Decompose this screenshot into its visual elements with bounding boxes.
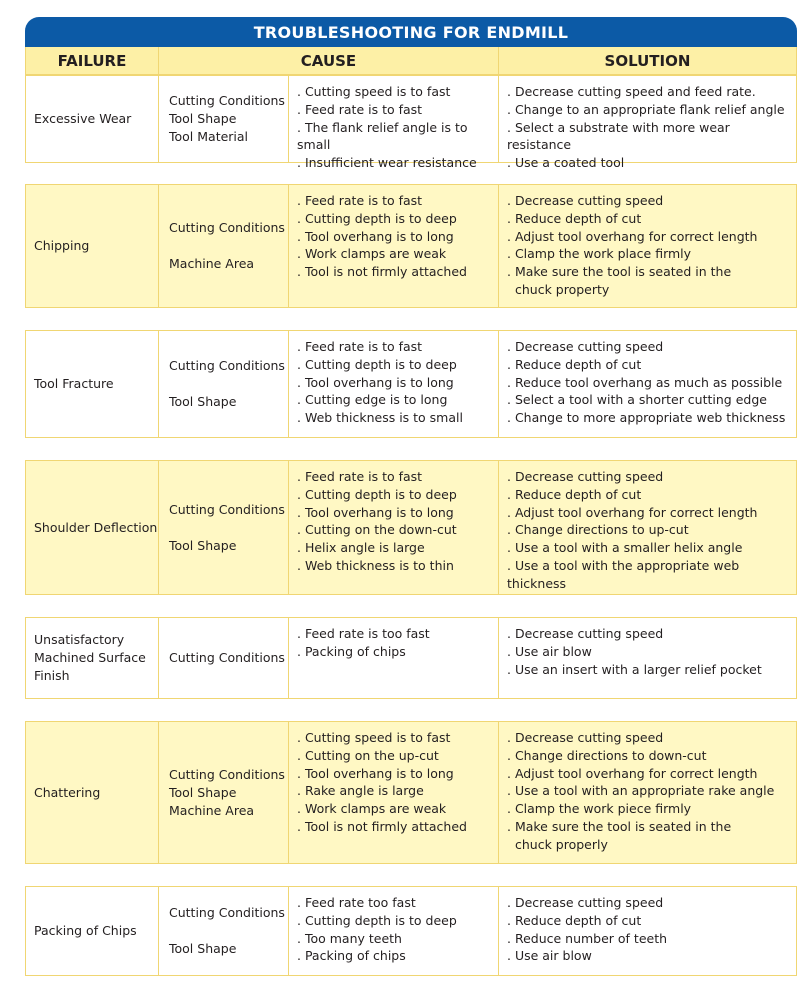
solution-item: . Use an insert with a larger relief pocket — [507, 661, 762, 677]
header-cause-label: CAUSE — [300, 51, 357, 70]
header-solution: SOLUTION — [604, 51, 691, 70]
table-row — [25, 75, 797, 171]
solution-item: . Change directions to up-cut — [507, 522, 689, 538]
solution-item: . Decrease cutting speed — [507, 895, 664, 910]
cause-category: Cutting Conditions — [169, 220, 285, 235]
cause-category: Machine Area — [169, 802, 255, 818]
failure-cell — [26, 618, 159, 698]
cause-item: . Cutting on the up-cut — [297, 747, 439, 763]
solution-item: . Decrease cutting speed and feed rate. — [507, 84, 756, 99]
failure-name: Finish — [34, 668, 70, 683]
solution-item: . Reduce tool overhang as much as possible — [507, 374, 783, 390]
cause-item: . Cutting speed is to fast — [297, 84, 451, 99]
solution-item: . Reduce depth of cut — [507, 210, 642, 226]
cause-item: . The flank relief angle is to small — [297, 119, 468, 153]
solution-item: . Decrease cutting speed — [507, 730, 664, 745]
cause-item: . Tool overhang is to long — [297, 374, 454, 390]
table-row — [25, 721, 797, 864]
cause-category: Machine Area — [169, 256, 255, 271]
failure-name: Machined Surface — [34, 650, 146, 665]
cause-item: . Web thickness is to small — [297, 410, 463, 426]
cause-item: . Feed rate is to fast — [297, 193, 423, 208]
cause-category: Tool Shape — [169, 941, 237, 956]
cause-item: . Cutting edge is to long — [297, 392, 448, 408]
cause-item: . Feed rate too fast — [297, 895, 416, 910]
failure-name: Chattering — [34, 784, 101, 800]
failure-name: Excessive Wear — [34, 111, 132, 126]
failure-cell — [26, 722, 159, 863]
cause-list-cell — [289, 76, 499, 171]
cause-list-cell — [289, 618, 499, 698]
cause-item: . Web thickness is to thin — [297, 557, 454, 573]
solution-list-cell — [499, 887, 796, 975]
solution-item: . Adjust tool overhang for correct length — [507, 504, 758, 520]
solution-item: . Select a tool with a shorter cutting edge — [507, 392, 767, 408]
cause-category: Cutting Conditions — [169, 650, 285, 665]
solution-item: . Select a substrate with more wear resistance — [507, 119, 730, 153]
failure-cell — [26, 887, 159, 975]
cause-item: . Tool overhang is to long — [297, 765, 454, 781]
header-cause — [159, 47, 499, 74]
cause-item: . Cutting depth is to deep — [297, 210, 457, 226]
cause-category: Tool Shape — [169, 111, 237, 126]
solution-item: . Use air blow — [507, 948, 592, 964]
cause-category-cell — [159, 722, 289, 863]
cause-item: . Work clamps are weak — [297, 246, 447, 262]
solution-item: . Change to an appropriate flank relief angle — [507, 101, 785, 117]
cause-category: Cutting Conditions — [169, 93, 285, 108]
table-row — [25, 330, 797, 438]
solution-item: . Decrease cutting speed — [507, 626, 664, 641]
cause-category-cell — [159, 618, 289, 698]
table-header-row — [25, 47, 797, 75]
solution-item: chuck properly — [515, 836, 608, 852]
solution-list-cell — [499, 331, 796, 437]
cause-category: Tool Material — [169, 129, 249, 144]
failure-cell — [26, 461, 159, 594]
cause-item: . Packing of chips — [297, 948, 406, 964]
failure-name: Shoulder Deflection — [34, 519, 158, 535]
cause-category — [169, 237, 288, 255]
table-row — [25, 617, 797, 699]
cause-item: . Tool is not firmly attached — [297, 264, 467, 280]
cause-category — [169, 519, 288, 537]
solution-item: . Adjust tool overhang for correct length — [507, 765, 758, 781]
cause-list-cell — [289, 722, 499, 863]
cause-category: Cutting Conditions — [169, 501, 285, 517]
cause-category: Cutting Conditions — [169, 905, 285, 920]
cause-category: Cutting Conditions — [169, 358, 285, 373]
failure-name: Packing of Chips — [34, 923, 137, 938]
solution-item: . Change directions to down-cut — [507, 747, 707, 763]
solution-item: . Decrease cutting speed — [507, 193, 664, 208]
solution-item: . Reduce depth of cut — [507, 486, 642, 502]
failure-cell — [26, 76, 159, 162]
solution-item: . Reduce depth of cut — [507, 912, 642, 928]
cause-list-cell — [289, 461, 499, 594]
failure-name: Tool Fracture — [34, 376, 114, 391]
cause-item: . Cutting depth is to deep — [297, 486, 457, 502]
table-row — [25, 460, 797, 595]
table-row — [25, 886, 797, 976]
cause-category: Tool Shape — [169, 394, 237, 409]
solution-item: . Adjust tool overhang for correct length — [507, 228, 758, 244]
cause-category: Cutting Conditions — [169, 766, 285, 782]
solution-item: . Use a tool with an appropriate rake angle — [507, 783, 775, 799]
table-title: TROUBLESHOOTING FOR ENDMILL — [25, 17, 797, 47]
solution-item: . Reduce depth of cut — [507, 356, 642, 372]
cause-category-cell — [159, 331, 289, 437]
header-failure: FAILURE — [26, 47, 159, 74]
cause-item: . Feed rate is to fast — [297, 101, 423, 117]
solution-list-cell — [499, 185, 796, 307]
cause-item: . Feed rate is to fast — [297, 339, 423, 354]
solution-item: . Use a coated tool — [507, 155, 625, 171]
solution-list-cell — [499, 618, 796, 698]
cause-item: . Too many teeth — [297, 930, 402, 946]
failure-name: Chipping — [34, 238, 90, 253]
solution-item: . Use a tool with a smaller helix angle — [507, 540, 743, 556]
cause-item: . Tool is not firmly attached — [297, 818, 467, 834]
cause-item: . Insufficient wear resistance — [297, 155, 477, 171]
cause-item: . Feed rate is to fast — [297, 469, 423, 484]
cause-item: . Helix angle is large — [297, 540, 425, 556]
cause-list-cell — [289, 887, 499, 975]
cause-list-cell — [289, 185, 499, 307]
cause-category-cell — [159, 76, 289, 162]
cause-item: . Cutting on the down-cut — [297, 522, 457, 538]
cause-item: . Work clamps are weak — [297, 801, 447, 817]
cause-category: Tool Shape — [169, 537, 237, 553]
table-row — [25, 184, 797, 308]
solution-item: . Decrease cutting speed — [507, 339, 664, 354]
solution-list-cell — [499, 722, 796, 863]
solution-item: . Change to more appropriate web thickness — [507, 410, 786, 426]
solution-list-cell — [499, 461, 796, 594]
solution-item: . Make sure the tool is seated in the — [507, 264, 732, 280]
failure-cell — [26, 331, 159, 437]
failure-name: Unsatisfactory — [34, 632, 125, 647]
solution-item: . Make sure the tool is seated in the — [507, 818, 732, 834]
solution-item: . Use air blow — [507, 643, 592, 659]
cause-category — [169, 375, 288, 393]
cause-item: . Tool overhang is to long — [297, 228, 454, 244]
cause-item: . Cutting depth is to deep — [297, 912, 457, 928]
cause-category-cell — [159, 887, 289, 975]
solution-list-cell — [499, 76, 796, 171]
solution-item: . Clamp the work place firmly — [507, 246, 692, 262]
solution-item: . Decrease cutting speed — [507, 469, 664, 484]
failure-cell — [26, 185, 159, 307]
solution-item: . Use a tool with the appropriate web thickness — [507, 557, 740, 591]
cause-item: . Cutting speed is to fast — [297, 730, 451, 745]
cause-category-cell — [159, 461, 289, 594]
solution-item: . Reduce number of teeth — [507, 930, 668, 946]
cause-item: . Cutting depth is to deep — [297, 356, 457, 372]
cause-item: . Packing of chips — [297, 643, 406, 659]
cause-category: Tool Shape — [169, 784, 237, 800]
solution-item: . Clamp the work piece firmly — [507, 801, 692, 817]
cause-list-cell — [289, 331, 499, 437]
cause-item: . Tool overhang is to long — [297, 504, 454, 520]
cause-item: . Rake angle is large — [297, 783, 424, 799]
solution-item: chuck property — [515, 281, 610, 297]
cause-category — [169, 922, 288, 940]
cause-item: . Feed rate is too fast — [297, 626, 430, 641]
cause-category-cell — [159, 185, 289, 307]
